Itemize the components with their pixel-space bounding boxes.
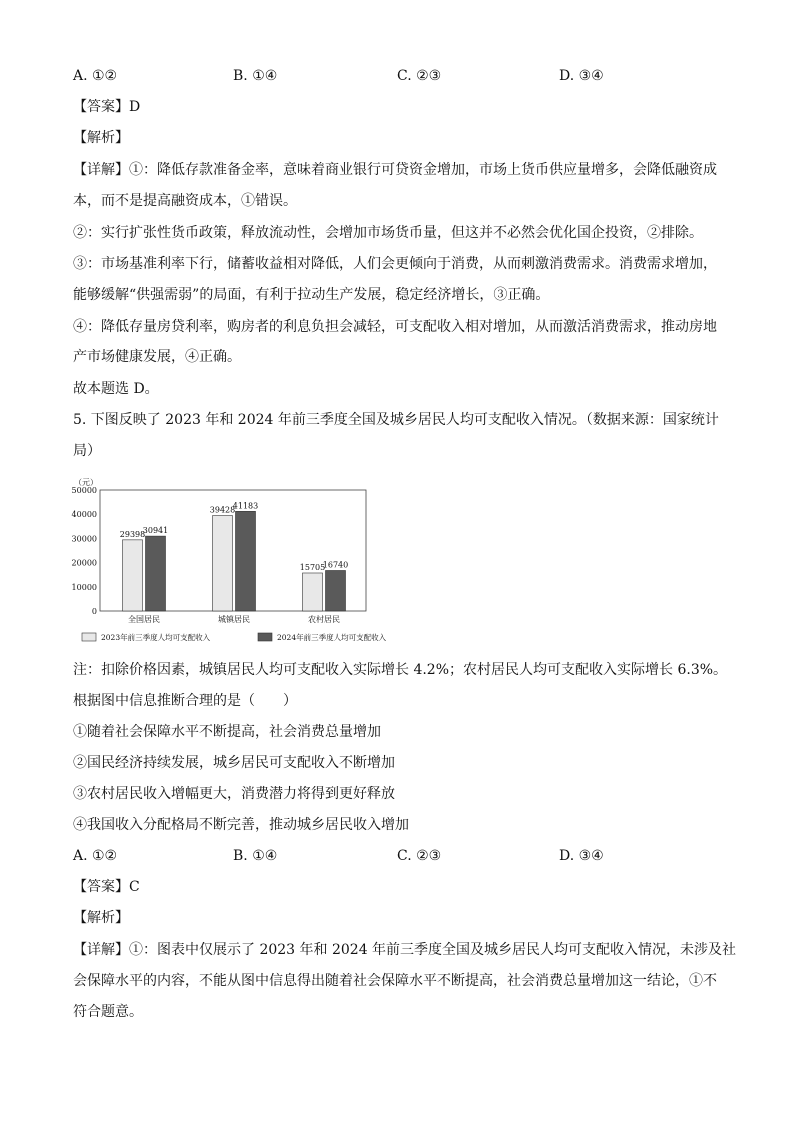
y-tick-label: 40000 — [71, 510, 97, 520]
legend-swatch — [82, 633, 96, 641]
q5-note: 注：扣除价格因素，城镇居民人均可支配收入实际增长 4.2%；农村居民人均可支配收入实际增长 6.3%。 — [73, 662, 728, 678]
q4-analysis-line: 本，而不是提高融资成本，①错误。 — [73, 193, 297, 209]
q4-analysis-line: ④：降低存量房贷利率，购房者的利息负担会减轻，可支配收入相对增加，从而激活消费需求，推动房地 — [73, 319, 717, 335]
q5-statement: ①随着社会保障水平不断提高，社会消费总量增加 — [73, 724, 381, 740]
q4-analysis-label: 【解析】 — [73, 130, 129, 146]
q5-statement: ③农村居民收入增幅更大，消费潜力将得到更好释放 — [73, 786, 395, 802]
y-axis-ticks — [72, 486, 97, 616]
q5-option-c: C. ②③ — [397, 848, 442, 864]
category-label: 全国居民 — [128, 615, 160, 624]
bar-value-label: 15705 — [299, 562, 326, 572]
q5-analysis-label: 【解析】 — [73, 910, 129, 926]
q5-question: 根据图中信息推断合理的是（ ） — [73, 693, 297, 709]
bar — [146, 536, 166, 611]
bar — [236, 511, 256, 611]
y-tick-label: 10000 — [71, 582, 97, 592]
chart-legend — [82, 632, 387, 642]
legend-swatch — [258, 633, 272, 641]
bar — [303, 573, 323, 611]
bar — [213, 516, 233, 611]
q4-analysis-line: 能够缓解“供强需弱”的局面，有利于拉动生产发展，稳定经济增长，③正确。 — [73, 287, 550, 303]
q4-analysis-line: ②：实行扩张性货币政策，释放流动性，会增加市场货币量，但这并不必然会优化国企投资，②排除。 — [73, 225, 703, 241]
q4-analysis-line: 【详解】①：降低存款准备金率，意味着商业银行可贷资金增加，市场上货币供应量增多，会降低融资成 — [73, 162, 717, 178]
q4-option-b: B. ①④ — [233, 68, 278, 84]
bar — [123, 540, 143, 611]
bar-value-label: 29398 — [119, 529, 146, 539]
legend-label: 2024年前三季度人均可支配收入 — [277, 633, 387, 642]
q5-analysis-line: 符合题意。 — [73, 1004, 143, 1020]
q4-option-c: C. ②③ — [397, 68, 442, 84]
q5-option-b: B. ①④ — [233, 848, 278, 864]
q4-option-d: D. ③④ — [559, 68, 604, 84]
bar-value-label: 39428 — [209, 505, 236, 515]
q4-analysis-line: ③：市场基准利率下行，储蓄收益相对降低，人们会更倾向于消费，从而刺激消费需求。消费需求增加， — [73, 256, 717, 272]
category-label: 农村居民 — [308, 615, 340, 624]
legend-label: 2023年前三季度人均可支配收入 — [101, 633, 211, 642]
category-label: 城镇居民 — [218, 615, 250, 624]
income-bar-chart — [68, 476, 428, 652]
q4-analysis-line: 故本题选 D。 — [73, 381, 159, 397]
q5-option-d: D. ③④ — [559, 848, 604, 864]
q5-statement: ④我国收入分配格局不断完善，推动城乡居民收入增加 — [73, 817, 409, 833]
y-tick-label: 20000 — [71, 558, 97, 568]
y-tick-label: 30000 — [71, 534, 97, 544]
q4-option-a: A. ①② — [73, 68, 118, 84]
bar-value-label: 30941 — [142, 526, 169, 536]
q5-option-a: A. ①② — [73, 848, 118, 864]
y-unit-label: （元） — [74, 478, 98, 487]
q5-analysis-line: 会保障水平的内容，不能从图中信息得出随着社会保障水平不断提高，社会消费总量增加这一结论，①不 — [73, 973, 717, 989]
q4-analysis-line: 产市场健康发展，④正确。 — [73, 349, 241, 365]
y-tick-label: 50000 — [71, 486, 97, 495]
q5-stem-line: 局） — [73, 443, 101, 459]
bar — [326, 570, 346, 611]
q4-answer: 【答案】D — [73, 99, 141, 115]
y-tick-label: 0 — [91, 607, 97, 616]
category-labels-group — [128, 614, 340, 624]
bar-value-label: 16740 — [322, 560, 349, 570]
bar-value-label: 41183 — [232, 501, 259, 511]
q5-analysis-line: 【详解】①：图表中仅展示了 2023 年和 2024 年前三季度全国及城乡居民人均可支配收入情况，未涉及社 — [73, 942, 737, 958]
q5-stem-line: 5. 下图反映了 2023 年和 2024 年前三季度全国及城乡居民人均可支配收入情况。（数据来源：国家统计 — [73, 412, 719, 428]
q5-statement: ②国民经济持续发展，城乡居民可支配收入不断增加 — [73, 755, 395, 771]
q5-answer: 【答案】C — [73, 879, 140, 895]
